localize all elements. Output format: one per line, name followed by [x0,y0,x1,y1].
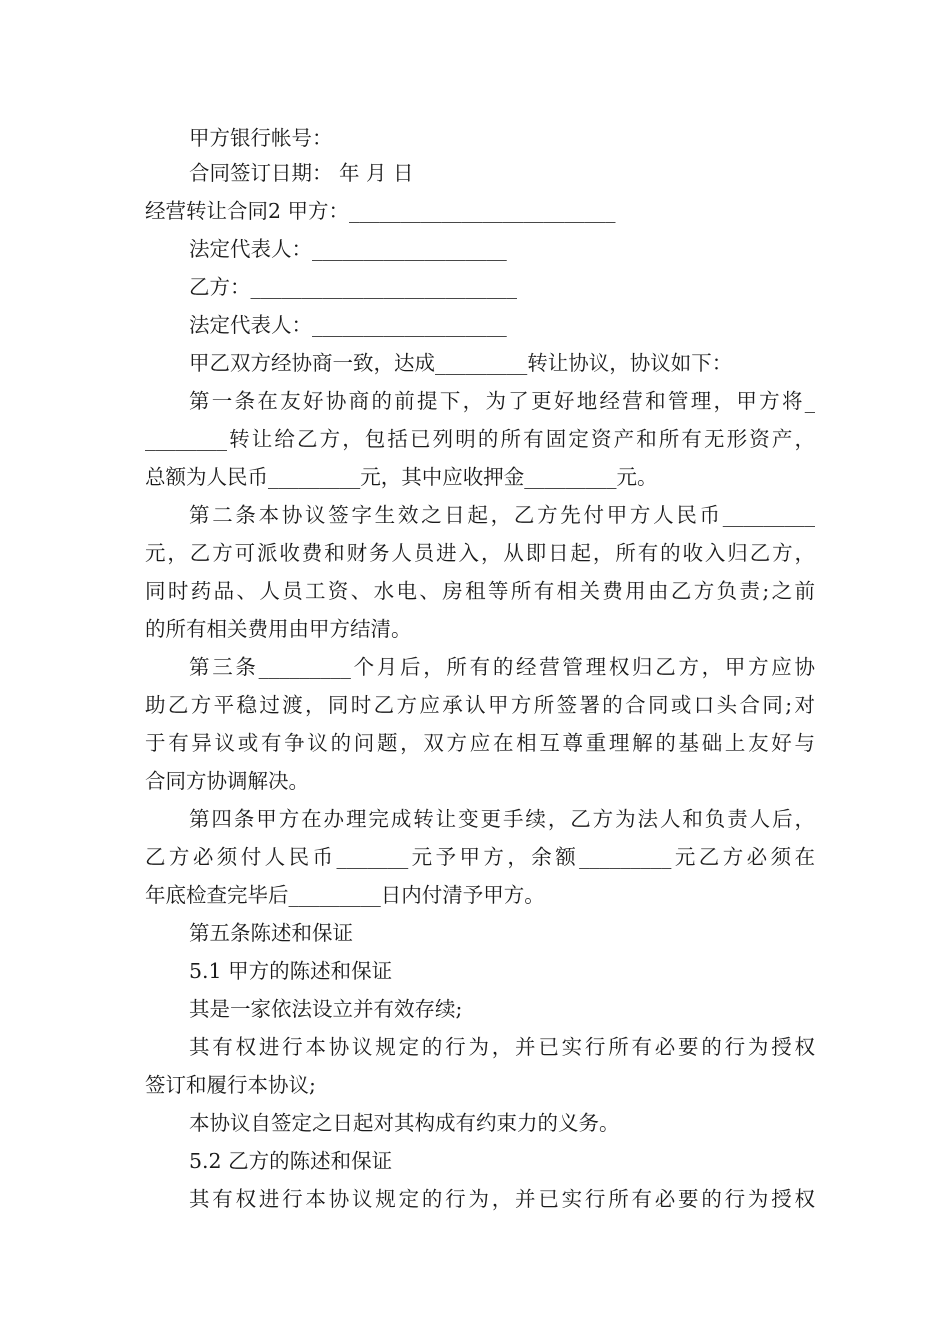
section-5-2-heading: 5.2 乙方的陈述和保证 [189,1149,393,1173]
legal-rep-a-line: 法定代表人：___________________ [189,237,507,261]
section-5-2-item-1: 其有权进行本协议规定的行为，并已实行所有必要的行为授权 [189,1187,815,1211]
article-1-line-2: ________转让给乙方，包括已列明的所有固定资产和所有无形资产， [145,427,815,451]
article-3-line-3: 于有异议或有争议的问题，双方应在相互尊重理解的基础上友好与 [145,731,815,755]
sign-date-line: 合同签订日期： 年 月 日 [189,161,414,185]
section-5-1-item-1: 其是一家依法设立并有效存续; [189,997,463,1021]
section-5-1-heading: 5.1 甲方的陈述和保证 [189,959,393,983]
article-4-line-3: 年底检查完毕后_________日内付清予甲方。 [145,883,545,907]
section-5-1-item-3: 本协议自签定之日起对其构成有约束力的义务。 [189,1111,620,1135]
article-2-line-3: 同时药品、人员工资、水电、房租等所有相关费用由乙方负责;之前 [145,579,815,603]
article-4-line-1: 第四条甲方在办理完成转让变更手续，乙方为法人和负责人后， [189,807,815,831]
article-2-line-2: 元，乙方可派收费和财务人员进入，从即日起，所有的收入归乙方， [145,541,815,565]
agreement-intro-line: 甲乙双方经协商一致，达成_________转让协议，协议如下： [189,351,733,375]
article-1-line-1: 第一条在友好协商的前提下，为了更好地经营和管理，甲方将_ [189,389,815,413]
article-5-heading: 第五条陈述和保证 [189,921,353,945]
bank-account-line: 甲方银行帐号： [189,126,333,150]
article-3-line-4: 合同方协调解决。 [145,769,309,793]
article-3-line-2: 助乙方平稳过渡，同时乙方应承认甲方所签署的合同或口头合同;对 [145,693,815,717]
article-3-line-1: 第三条_________个月后，所有的经营管理权归乙方，甲方应协 [189,655,815,679]
article-2-line-1: 第二条本协议签字生效之日起，乙方先付甲方人民币_________ [189,503,815,527]
section-5-1-item-2-line-2: 签订和履行本协议; [145,1073,316,1097]
article-2-line-4: 的所有相关费用由甲方结清。 [145,617,412,641]
section-5-1-item-2-line-1: 其有权进行本协议规定的行为，并已实行所有必要的行为授权 [189,1035,815,1059]
party-b-line: 乙方：__________________________ [189,275,517,299]
article-1-line-3: 总额为人民币_________元，其中应收押金_________元。 [145,465,658,489]
article-4-line-2: 乙方必须付人民币_______元予甲方，余额_________元乙方必须在 [145,845,815,869]
contract-title-party-a-line: 经营转让合同2 甲方：__________________________ [145,199,616,223]
legal-rep-b-line: 法定代表人：___________________ [189,313,507,337]
